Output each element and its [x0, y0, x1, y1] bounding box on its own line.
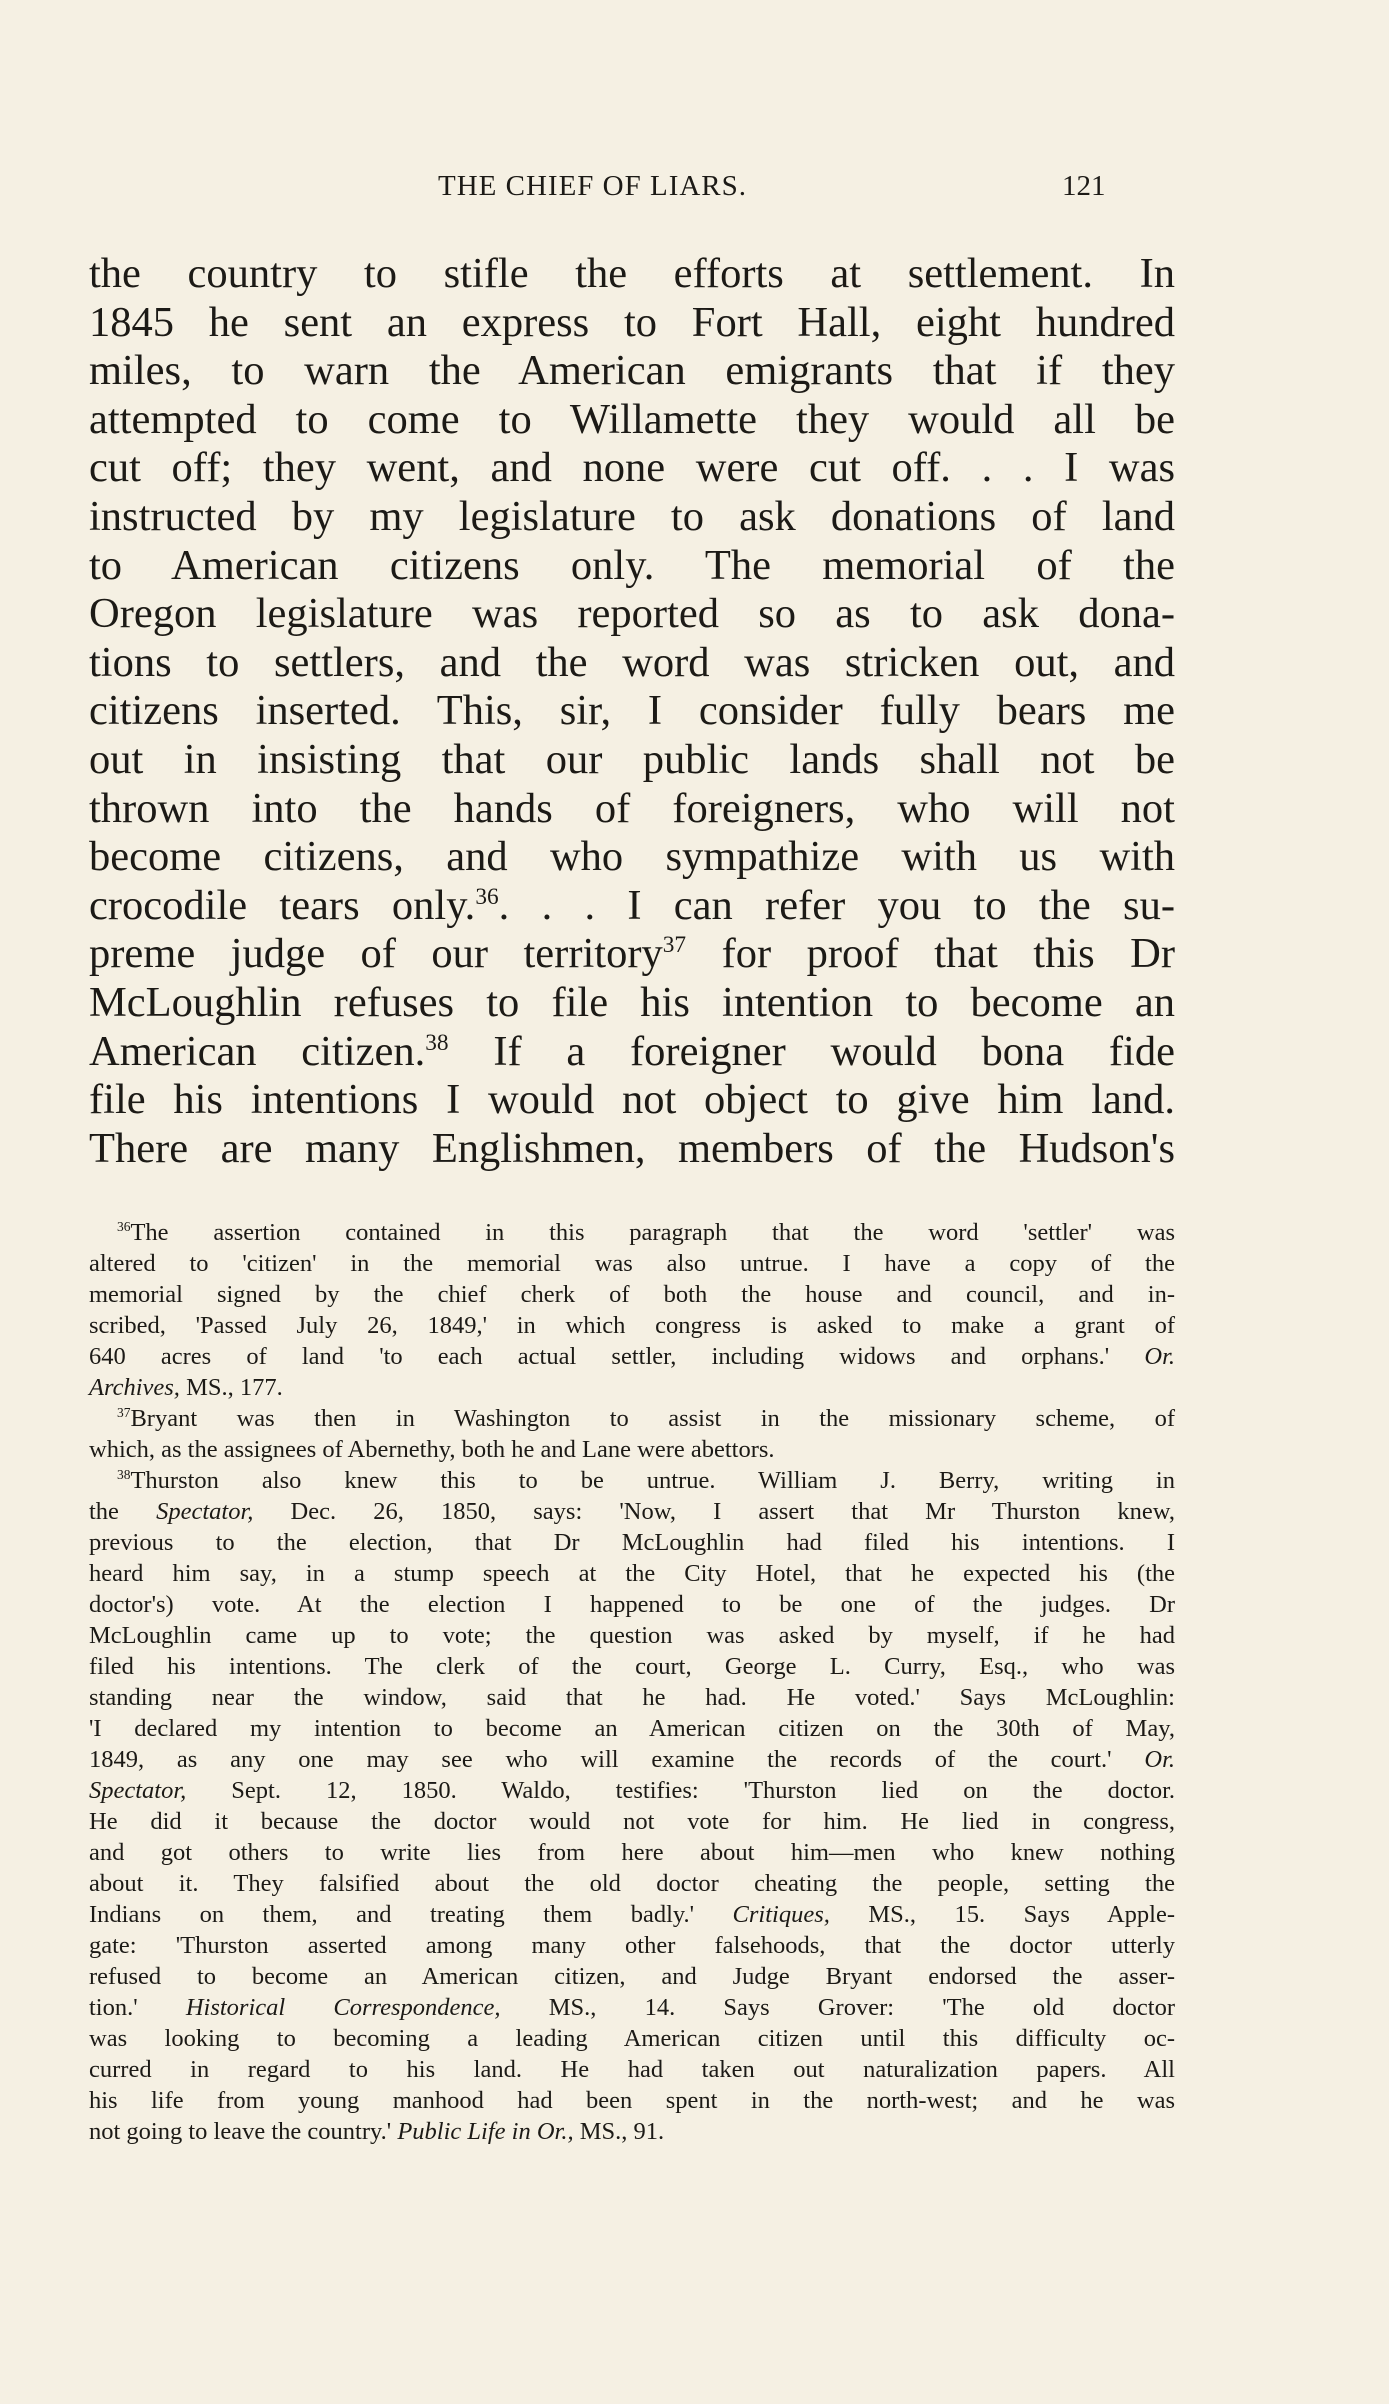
- text-line: citizens inserted. This, sir, I consider fully bears me: [89, 687, 1175, 735]
- footnote-text: MS., 14. Says Grover: 'The old doctor: [548, 1994, 1176, 2021]
- footnote-line: McLoughlin came up to vote; the question was asked by myself, if he had: [89, 1622, 1175, 1649]
- text-line: Oregon legislature was reported so as to ask dona-: [89, 590, 1175, 638]
- footnote-text: 640 acres of land 'to each actual settler, including widows and orphans.': [89, 1343, 1110, 1370]
- footnote-text: MS., 15. Says Apple-: [868, 1901, 1175, 1928]
- text-line: cut off; they went, and none were cut off. . . I was: [89, 444, 1175, 492]
- citation: Critiques,: [732, 1901, 830, 1928]
- text-fragment: American citizen.: [89, 1027, 426, 1075]
- text-line: to American citizens only. The memorial of the: [89, 541, 1175, 589]
- footnote-marker: 37: [117, 1404, 131, 1420]
- footnote-ref-36[interactable]: 36: [475, 883, 499, 910]
- citation: Archives,: [89, 1374, 180, 1401]
- text-line: McLoughlin refuses to file his intention to become an: [89, 978, 1175, 1026]
- citation: Spectator,: [156, 1498, 254, 1525]
- footnote-line: curred in regard to his land. He had taken out naturalization papers. All: [89, 2056, 1175, 2083]
- footnote-text: not going to leave the country.': [89, 2118, 392, 2145]
- footnote-text: Dec. 26, 1850, says: 'Now, I assert that Mr Thurston knew,: [290, 1498, 1176, 1525]
- footnote-line: [89, 1899, 1175, 1930]
- text-fragment: preme judge of our territory: [89, 930, 663, 978]
- text-fragment: for proof that this Dr: [686, 930, 1175, 978]
- footnote-line: 'I declared my intention to become an American citizen on the 30th of May,: [89, 1715, 1175, 1742]
- text-line: attempted to come to Willamette they would all be: [89, 395, 1175, 443]
- citation: Or.: [1144, 1343, 1176, 1370]
- main-text: [89, 250, 1175, 1173]
- footnote-text: MS., 177.: [186, 1374, 283, 1401]
- citation: Public Life in Or.,: [397, 2118, 574, 2145]
- text-fragment: . . . I can refer you to the su-: [498, 881, 1175, 929]
- text-line: out in insisting that our public lands shall not be: [89, 735, 1175, 783]
- text-line: [89, 930, 1175, 979]
- page-number: 121: [1062, 170, 1106, 202]
- footnote-text: The assertion contained in this paragraph that the word 'settler' was: [130, 1219, 1175, 1246]
- running-title: THE CHIEF OF LIARS.: [438, 170, 748, 202]
- footnote-line: was looking to becoming a leading American citizen until this difficulty oc-: [89, 2025, 1175, 2052]
- text-fragment: If a foreigner would bona fide: [448, 1027, 1175, 1075]
- footnote-text: the: [89, 1498, 119, 1525]
- footnote-marker: 36: [117, 1218, 131, 1234]
- footnote-line: about it. They falsified about the old doctor cheating the people, setting the: [89, 1870, 1175, 1897]
- text-line: instructed by my legislature to ask donations of land: [89, 492, 1175, 540]
- footnote-text: tion.': [89, 1994, 138, 2021]
- footnote-ref-38[interactable]: 38: [425, 1029, 449, 1056]
- footnote-38: [89, 1465, 1175, 1496]
- footnote-line: which, as the assignees of Abernethy, both he and Lane were abettors.: [89, 1436, 775, 1463]
- footnote-line: filed his intentions. The clerk of the court, George L. Curry, Esq., who was: [89, 1653, 1175, 1680]
- footnote-line: heard him say, in a stump speech at the City Hotel, that he expected his (the: [89, 1560, 1175, 1587]
- footnote-line: [89, 1372, 1175, 1403]
- footnote-line: [89, 1775, 1175, 1806]
- footnotes: [89, 1217, 1175, 2147]
- footnote-36: [89, 1217, 1175, 1248]
- footnote-line: standing near the window, said that he had. He voted.' Says McLoughlin:: [89, 1684, 1175, 1711]
- footnote-line: [89, 1496, 1175, 1527]
- footnote-line: scribed, 'Passed July 26, 1849,' in which congress is asked to make a grant of: [89, 1312, 1175, 1339]
- text-line: thrown into the hands of foreigners, who will not: [89, 784, 1175, 832]
- citation: Spectator,: [89, 1777, 187, 1804]
- footnote-line: [89, 1992, 1175, 2023]
- text-line: tions to settlers, and the word was stricken out, and: [89, 638, 1175, 686]
- text-fragment: crocodile tears only.: [89, 881, 476, 929]
- footnote-line: altered to 'citizen' in the memorial was also untrue. I have a copy of the: [89, 1250, 1175, 1277]
- footnote-line: refused to become an American citizen, and Judge Bryant endorsed the asser-: [89, 1963, 1175, 1990]
- footnote-line: and got others to write lies from here about him—men who knew nothing: [89, 1839, 1175, 1866]
- footnote-37: [89, 1403, 1175, 1434]
- footnote-line: [89, 1744, 1175, 1775]
- text-line: [89, 1028, 1175, 1077]
- footnote-line: He did it because the doctor would not vote for him. He lied in congress,: [89, 1808, 1175, 1835]
- footnote-text: 1849, as any one may see who will examine the records of the court.': [89, 1746, 1112, 1773]
- footnote-line: [89, 1341, 1175, 1372]
- footnote-line: previous to the election, that Dr McLoughlin had filed his intentions. I: [89, 1529, 1175, 1556]
- text-line: become citizens, and who sympathize with us with: [89, 833, 1175, 881]
- footnote-text: MS., 91.: [579, 2118, 665, 2145]
- footnote-line: [89, 2116, 1175, 2147]
- text-line: [89, 882, 1175, 931]
- citation: Historical Correspondence,: [185, 1994, 501, 2021]
- text-line: 1845 he sent an express to Fort Hall, eight hundred: [89, 298, 1175, 346]
- footnote-text: Bryant was then in Washington to assist in the missionary scheme, of: [130, 1405, 1175, 1432]
- footnote-ref-37[interactable]: 37: [662, 932, 687, 959]
- footnote-text: Thurston also knew this to be untrue. William J. Berry, writing in: [130, 1467, 1175, 1494]
- footnote-line: memorial signed by the chief cherk of both the house and council, and in-: [89, 1281, 1175, 1308]
- footnote-marker: 38: [117, 1466, 131, 1482]
- footnote-line: gate: 'Thurston asserted among many other falsehoods, that the doctor utterly: [89, 1932, 1175, 1959]
- footnote-line: doctor's) vote. At the election I happened to be one of the judges. Dr: [89, 1591, 1175, 1618]
- footnote-text: Indians on them, and treating them badly.': [89, 1901, 695, 1928]
- text-line: file his intentions I would not object to give him land.: [89, 1076, 1175, 1124]
- running-head: [0, 170, 1389, 210]
- footnote-line: his life from young manhood had been spent in the north-west; and he was: [89, 2087, 1175, 2114]
- text-line: the country to stifle the efforts at settlement. In: [89, 250, 1175, 297]
- text-line: There are many Englishmen, members of the Hudson's: [89, 1124, 1175, 1172]
- text-line: miles, to warn the American emigrants that if they: [89, 347, 1175, 395]
- citation: Or.: [1144, 1746, 1176, 1773]
- footnote-text: Sept. 12, 1850. Waldo, testifies: 'Thurston lied on the doctor.: [231, 1777, 1175, 1804]
